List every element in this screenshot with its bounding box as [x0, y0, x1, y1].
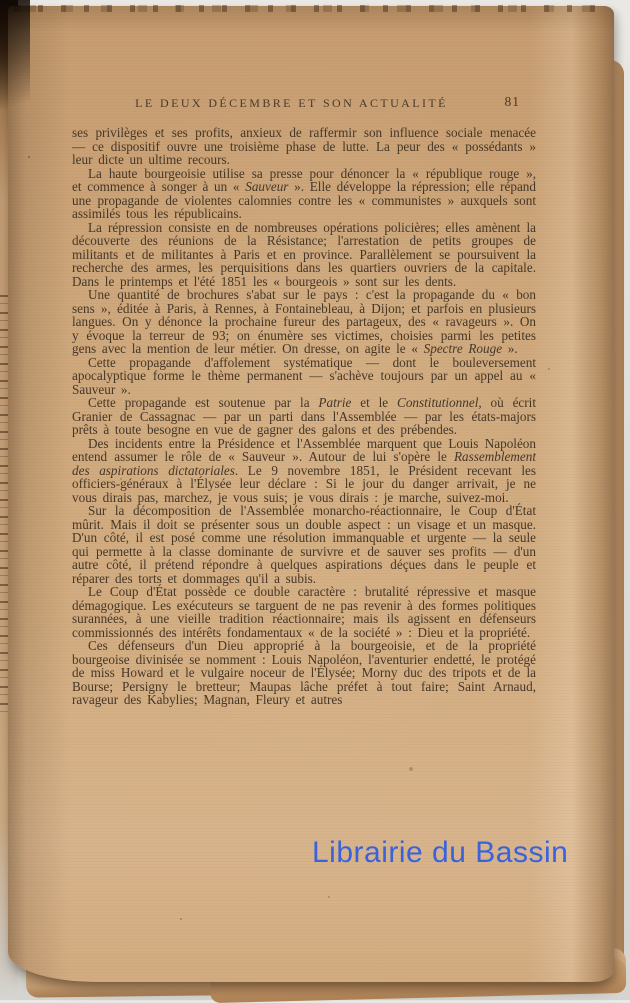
- book-page: [8, 6, 614, 982]
- paragraph: [72, 585, 536, 639]
- text-run: ».: [502, 341, 518, 356]
- text-run: , où écrit Granier de Cassagnac — par un parti dans l'Assemblée — par les états-majors prêts à toute besogne en vue de gagner des galons et des prébendes.: [72, 395, 536, 437]
- italic-text-run: Patrie: [318, 395, 352, 410]
- italic-text-run: Constitutionnel: [397, 395, 479, 410]
- paper-specks: [28, 156, 30, 158]
- paragraph: [72, 437, 536, 505]
- text-run: Le Coup d'État possède ce double caractère : brutalité répressive et masque démagogique. Les exécuteurs se targuent de ne pas revenir à des formes politiques surannées, à une vieille tradition réactionnaire; mais ils agissent en défenseurs commissionnés des intérêts fondamentaux « de la société » : Dieu et la propriété.: [72, 584, 536, 640]
- bookseller-watermark: Librairie du Bassin: [312, 836, 569, 869]
- text-run: Cette propagande d'affolement systématique — dont le bouleversement apocalyptique forme le thème permanent — s'achève toujours par un appel au « Sauveur ».: [72, 354, 536, 397]
- text-run: Une quantité de brochures s'abat sur le pays : c'est la propagande du « bon sens », éditée à Paris, à Rennes, à Fontainebleau, à Dijon; et parfois en plusieurs langues. On y dénonce la prochaine fureur des partageux, des « ravageurs ». On y évoque la terreur de 93; on énumère ses victimes, choisies parmi les petites gens avec la mention de leur métier. On dresse, on agite le «: [72, 287, 536, 356]
- italic-text-run: Rassemblement des aspirations dictatoriales: [72, 449, 536, 478]
- body-text: [72, 126, 536, 862]
- text-run: Des incidents entre la Présidence et l'Assemblée marquent que Louis Napoléon entend assumer le rôle de « Sauveur ». Autour de lui s'opère le: [72, 435, 536, 464]
- italic-text-run: Spectre Rouge: [423, 341, 503, 356]
- paragraph: [72, 396, 536, 437]
- paragraph: [72, 639, 536, 707]
- text-run: Sur la décomposition de l'Assemblée monarcho-réactionnaire, le Coup d'État mûrit. Mais il doit se présenter sous un double aspect : un visage et un masque. D'un côté, il est posé comme une résolution immanquable et urgente — la seule qui permette à la classe dominante de survivre et de sauver ses profits — d'un autre côté, il prétend répondre à quelques aspirations déçues dans le peuple et réparer des torts et dommages qu'il a subis.: [72, 503, 536, 586]
- text-run: ses privilèges et ses profits, anxieux de raffermir son influence sociale menacée — ce dispositif ouvre une troisième phase de lutte. La peur des « possédants » leur dicte un ultime recours.: [72, 126, 536, 167]
- previous-page-edge-text: [0, 295, 8, 715]
- paragraph: [72, 288, 536, 356]
- text-run: ». Elle développe la répression; elle répand une propagande de violentes calomnies contre les « communistes » auxquels sont assimilés tous les républicains.: [72, 179, 536, 221]
- running-header: [72, 94, 536, 114]
- text-run: Cette propagande est soutenue par la: [88, 395, 319, 410]
- text-run: La répression consiste en de nombreuses opérations policières; elles amènent la découverte des réunions de la Résistance; l'arrestation de petits groupes de militants et de militantes à Paris et en province. Parallèlement se poursuivent la recherche des armes, les perquisitions dans les quartiers ouvriers de la capitale. Dans le printemps et l'été 1851 les « bourgeois » sont sur les dents.: [72, 219, 536, 289]
- text-run: et le: [351, 395, 398, 410]
- text-run: La haute bourgeoisie utilise sa presse pour dénoncer la « république rouge », et commence à songer à un «: [72, 165, 536, 194]
- deckle-edge-top: [12, 5, 612, 12]
- text-run: . Le 9 novembre 1851, le Président recevant les officiers-généraux à l'Élysée leur déclare : Si le jour du danger arrivait, je ne vous dirais pas, marchez, je vous suis; je vous dirais : je marche, suivez-moi.: [72, 462, 536, 505]
- text-block: [72, 94, 536, 862]
- running-title: LE DEUX DÉCEMBRE ET SON ACTUALITÉ: [135, 96, 448, 110]
- paragraph: [72, 504, 536, 585]
- paragraph: [72, 221, 536, 289]
- paragraph: [72, 356, 536, 397]
- page-number: 81: [504, 94, 520, 109]
- text-run: Ces défenseurs d'un Dieu approprié à la bourgeoisie, et de la propriété bourgeoise divinisée se nomment : Louis Napoléon, l'aventurier endetté, le protégé de miss Howard et le vulgaire noceur de l'Élysée; Morny duc des tripots et de la Bourse; Persigny le bretteur; Maupas lâche préfet à tout faire; Saint Arnaud, ravageur des Kabylies; Magnan, Fleury et autres: [72, 638, 536, 707]
- paragraph: [72, 167, 536, 221]
- paragraph: [72, 126, 536, 167]
- italic-text-run: Sauveur: [245, 179, 289, 194]
